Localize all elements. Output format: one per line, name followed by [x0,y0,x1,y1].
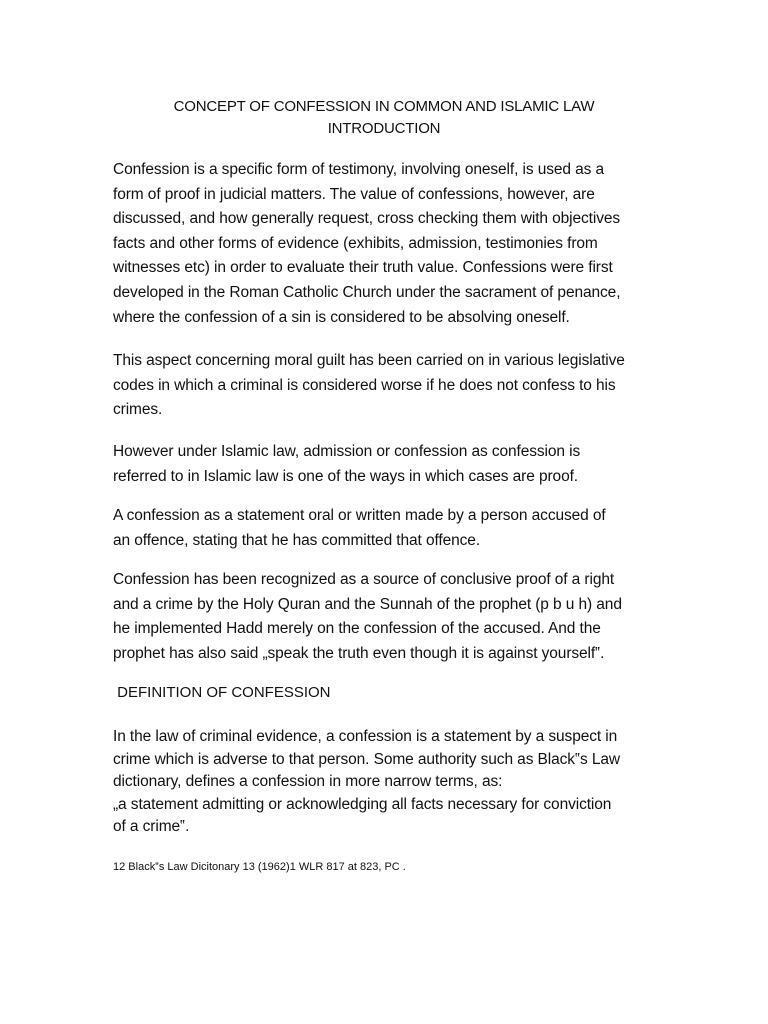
definition-heading: DEFINITION OF CONFESSION [113,684,331,701]
paragraph-4: A confession as a statement oral or written made by a person accused of an offence, stating that he has committed that offence. [113,507,606,549]
section-title-introduction: INTRODUCTION [327,120,441,137]
footnote: 12 Black‟s Law Dicitonary 13 (1962)1 WLR 817 at 823, PC . [113,861,406,873]
paragraph-2: This aspect concerning moral guilt has been carried on in various legislative codes in which a criminal is considered worse if he does not confess to his crimes. [113,352,625,419]
paragraph-3: However under Islamic law, admission or confession as confession is referred to in Islamic law is one of the ways in which cases are proof. [113,443,581,485]
paragraph-1: Confession is a specific form of testimony, involving oneself, is used as a form of proof in judicial matters. The value of confessions, however, are discussed, and how generally request, cross checking them with objectives facts and other forms of evidence (exhibits, admission, testimonies from witnesses etc) in order to evaluate their truth value. Confessions were first developed in the Roman Catholic Church under the sacrament of penance, where the confession of a sin is considered to be absolving oneself. [113,161,621,326]
definition-paragraph: In the law of criminal evidence, a confession is a statement by a suspect in crime which is adverse to that person. Some authority such as Black‟s Law dictionary, defines a confession in more narrow terms, as: „a statement admitting or acknowledging all facts necessary for conviction of a crime‟. [113,728,621,835]
document-title: CONCEPT OF CONFESSION IN COMMON AND ISLAMIC LAW [173,98,595,115]
paragraph-5: Confession has been recognized as a source of conclusive proof of a right and a crime by the Holy Quran and the Sunnah of the prophet (p b u h) and he implemented Hadd merely on the confession of the accused. And the prophet has also said „speak the truth even though it is against yourself‟. [113,571,622,662]
